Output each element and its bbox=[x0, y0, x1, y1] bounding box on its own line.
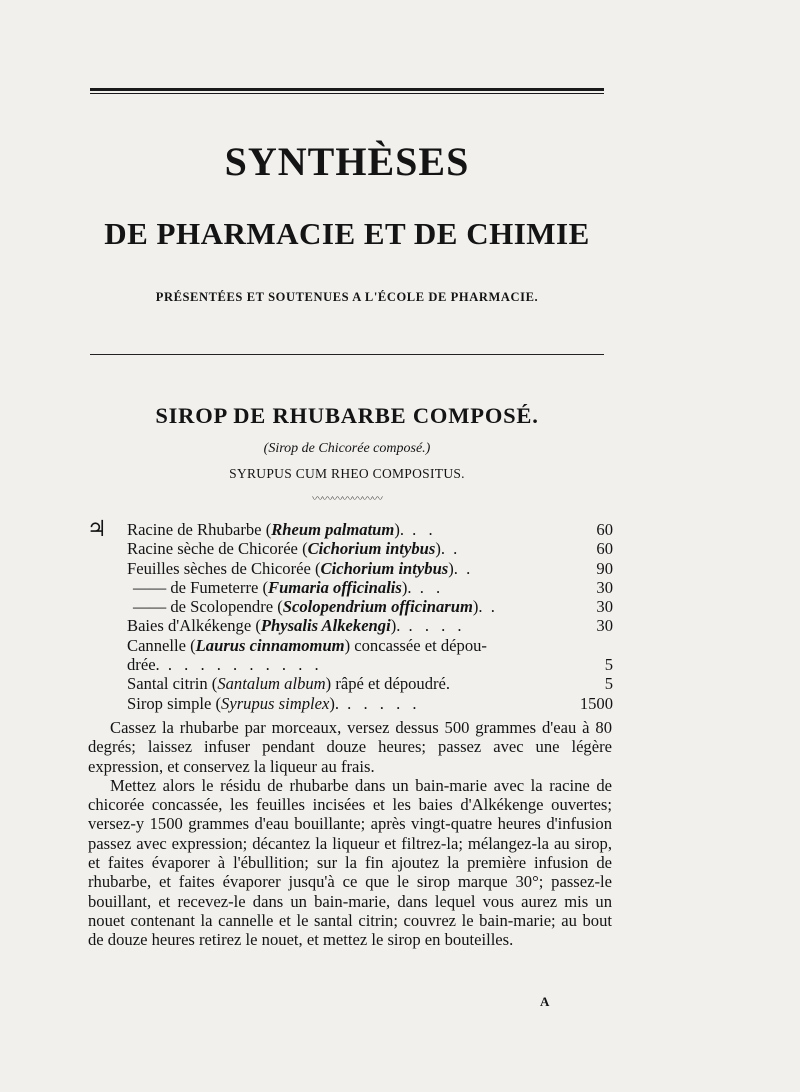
ingredient-quantity: 30 bbox=[596, 597, 613, 617]
procedure-paragraph: Cassez la rhubarbe par morceaux, versez dessus 500 grammes d'eau à 80 degrés; laissez infuser pendant douze heures; passez avec une légère expression, et conservez la liqueur au frais. bbox=[88, 718, 612, 776]
ingredient-quantity: 60 bbox=[596, 520, 613, 539]
ingredient-latin: Cichorium intybus bbox=[320, 558, 449, 578]
ingredient-list bbox=[87, 516, 613, 713]
ingredient-latin: Syrupus simplex bbox=[221, 693, 330, 713]
page-title-line2: DE PHARMACIE ET DE CHIMIE bbox=[104, 216, 590, 251]
ingredient-name: Cannelle ( bbox=[127, 635, 196, 655]
procedure-paragraph: Mettez alors le résidu de rhubarbe dans un bain-marie avec la racine de chicorée concassée, les feuilles incisées et les baies d'Alkékenge ouvertes; versez-y 1500 grammes d'eau bouillante; après vingt-quatre heures d'infusion passez avec expression; décantez la liqueur et filtrez-la; mélangez-la au sirop, et faites évaporer à l'ébullition; sur la fin ajoutez la première infusion de rhubarbe, et faites évaporer jusqu'à ce que le sirop marque 30°; passez-le bouillant, et recevez-le dans un bain-marie, dans lequel vous aurez mis un nouet contenant la cannelle et le santal citrin; couvrez le bain-marie; au bout de douze heures retirez le nouet, et mettez le sirop en bouteilles. bbox=[88, 775, 612, 950]
section-alt-name: (Sirop de Chicorée composé.) bbox=[263, 441, 431, 456]
ingredient-name: —— de Fumeterre ( bbox=[133, 577, 269, 597]
ingredient-row: —— de Fumeterre (Fumaria officinalis). . . 30 bbox=[133, 577, 613, 597]
ingredient-latin: Physalis Alkekengi bbox=[260, 616, 391, 636]
ornament-divider: 〰〰〰〰〰〰〰 bbox=[312, 493, 382, 505]
ingredient-row: Sirop simple (Syrupus simplex). . . . . . 1500 bbox=[127, 693, 613, 713]
ingredient-row: Racine sèche de Chicorée (Cichorium intybus). . 60 bbox=[127, 539, 613, 559]
section-latin-name: SYRUPUS CUM RHEO COMPOSITUS. bbox=[229, 466, 465, 481]
ingredient-latin: Santalum album bbox=[217, 674, 326, 694]
ingredient-latin: Cichorium intybus bbox=[307, 539, 436, 559]
ingredient-name: Santal citrin ( bbox=[127, 674, 218, 694]
ingredient-row: Feuilles sèches de Chicorée (Cichorium intybus). . 90 bbox=[127, 558, 613, 578]
ingredient-name: Racine de Rhubarbe ( bbox=[127, 520, 272, 539]
header-rule bbox=[90, 88, 604, 94]
page-title: SYNTHÈSES bbox=[224, 139, 470, 184]
ingredient-row: Baies d'Alkékenge (Physalis Alkekengi). . . . . 30 bbox=[127, 616, 613, 636]
ingredient-row: ♃ Racine de Rhubarbe (Rheum palmatum). . . 60 bbox=[87, 516, 613, 541]
ingredient-latin: Rheum palmatum bbox=[271, 520, 395, 539]
ingredient-name: Baies d'Alkékenge ( bbox=[127, 616, 261, 636]
section-divider bbox=[90, 354, 604, 355]
ingredient-name: —— de Scolopendre ( bbox=[133, 597, 283, 617]
ingredient-latin: Scolopendrium officinarum bbox=[282, 597, 473, 617]
signature-mark: A bbox=[540, 994, 550, 1009]
ingredient-quantity: 60 bbox=[596, 539, 613, 559]
ingredient-name: Racine sèche de Chicorée ( bbox=[127, 539, 308, 559]
ingredient-row: —— de Scolopendre (Scolopendrium officinarum). . 30 bbox=[133, 597, 613, 617]
ingredient-quantity: 30 bbox=[596, 577, 613, 597]
ingredient-row: drée. . . . . . . . . . . 5 bbox=[127, 655, 613, 675]
ingredient-quantity: 5 bbox=[604, 674, 613, 694]
ingredient-quantity: 90 bbox=[596, 558, 613, 578]
ingredient-name: drée. bbox=[127, 655, 160, 675]
page-subtitle: PRÉSENTÉES ET SOUTENUES A L'ÉCOLE DE PHARMACIE. bbox=[155, 290, 539, 304]
ingredient-name: Feuilles sèches de Chicorée ( bbox=[127, 558, 321, 578]
ingredient-latin: Fumaria officinalis bbox=[268, 577, 402, 597]
ingredient-row: Santal citrin (Santalum album) râpé et dépoudré. 5 bbox=[127, 674, 613, 694]
recipe-symbol-icon: ♃ bbox=[87, 516, 107, 541]
ingredient-quantity: 5 bbox=[604, 655, 613, 675]
ingredient-row: Cannelle (Laurus cinnamomum) concassée et dépou- bbox=[127, 635, 487, 655]
procedure-text bbox=[88, 718, 612, 950]
ingredient-quantity: 30 bbox=[596, 616, 613, 636]
ingredient-latin: Laurus cinnamomum bbox=[195, 635, 345, 655]
ingredient-name: Sirop simple ( bbox=[127, 693, 222, 713]
ingredient-quantity: 1500 bbox=[579, 693, 613, 713]
section-title: SIROP DE RHUBARBE COMPOSÉ. bbox=[155, 403, 539, 428]
